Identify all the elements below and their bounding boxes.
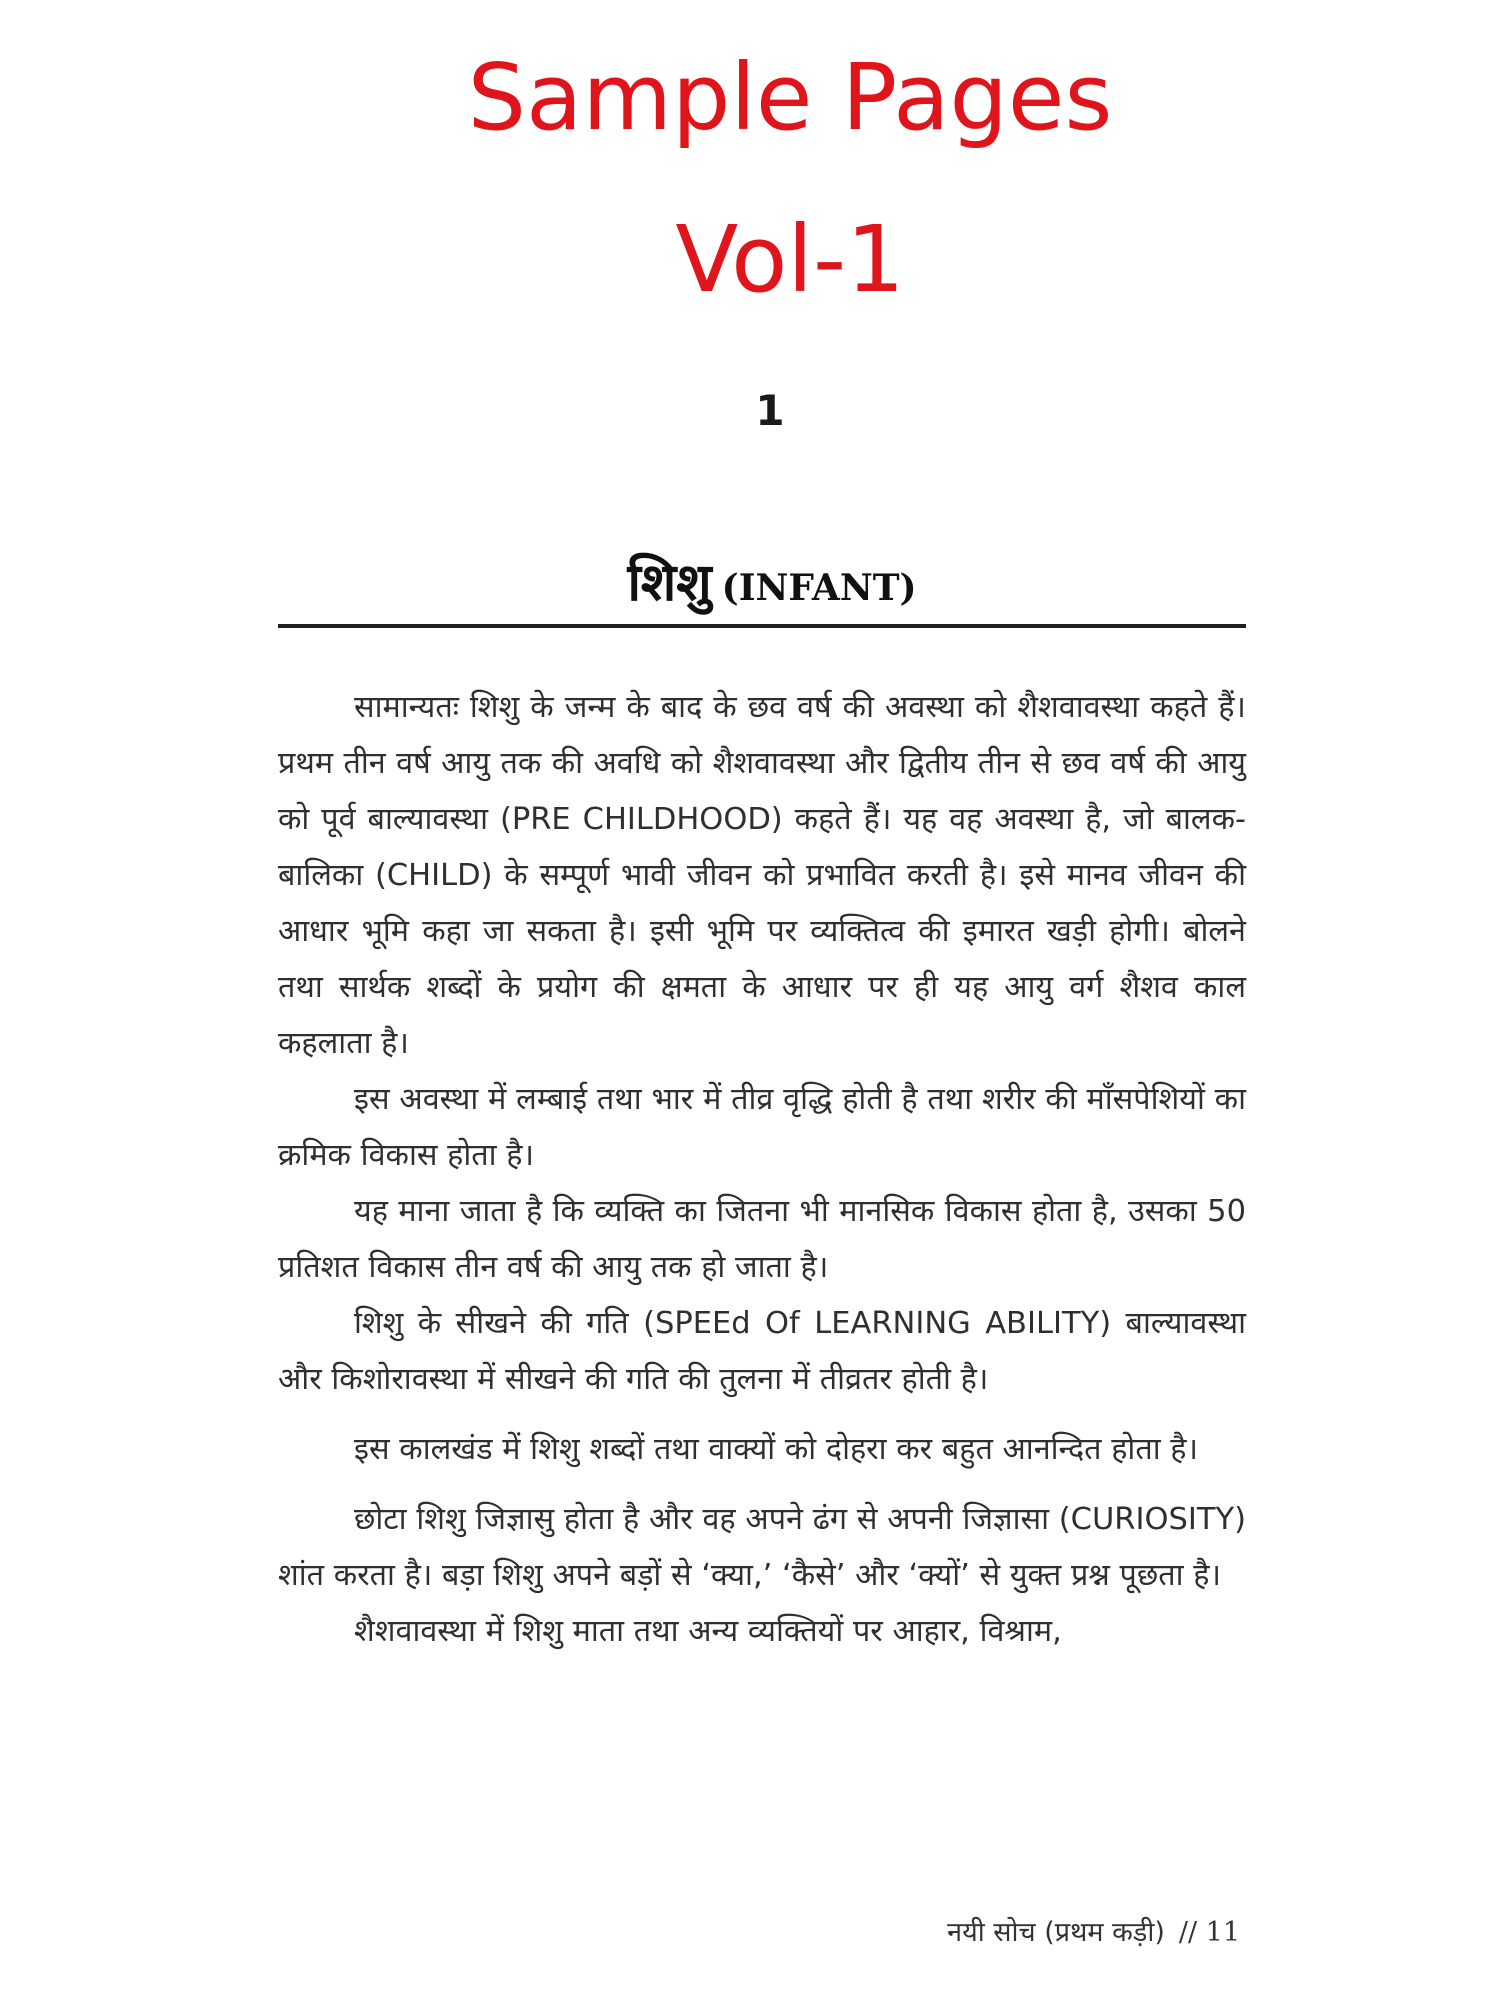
footer-book-title: नयी सोच (प्रथम कड़ी) (947, 1917, 1165, 1948)
heading-divider (278, 624, 1246, 628)
paragraph-1: सामान्यतः शिशु के जन्म के बाद के छव वर्ष की अवस्था को शैशवावस्था कहते हैं। प्रथम तीन वर्ष आयु तक की अवधि को शैशवावस्था और द्वितीय तीन से छव वर्ष की आयु को पूर्व बाल्यावस्था (PRE CHILDHOOD) कहते हैं। यह वह अवस्था है, जो बालक-बालिका (CHILD) के सम्पूर्ण भावी जीवन को प्रभावित करती है। इसे मानव जीवन की आधार भूमि कहा जा सकता है। इसी भूमि पर व्यक्तित्व की इमारत खड़ी होगी। बोलने तथा सार्थक शब्दों के प्रयोग की क्षमता के आधार पर ही यह आयु वर्ग शैशव काल कहलाता है। (278, 690, 1246, 1061)
paragraph-7: शैशवावस्था में शिशु माता तथा अन्य व्यक्तियों पर आहार, विश्राम, (354, 1614, 1062, 1649)
footer-page-number: // 11 (1178, 1917, 1240, 1948)
paragraph-3: यह माना जाता है कि व्यक्ति का जितना भी मानसिक विकास होता है, उसका 50 प्रतिशत विकास तीन वर्ष की आयु तक हो जाता है। (278, 1194, 1246, 1285)
banner-volume: Vol-1 (675, 206, 905, 313)
paragraph-6: छोटा शिशु जिज्ञासु होता है और वह अपने ढंग से अपनी जिज्ञासा (CURIOSITY) शांत करता है। बड़ा शिशु अपने बड़ों से ‘क्या,’ ‘कैसे’ और ‘क्यों’ से युक्त प्रश्न पूछता है। (278, 1502, 1246, 1593)
paragraph-4: शिशु के सीखने की गति (SPEEd Of LEARNING ABILITY) बाल्यावस्था और किशोरावस्था में सीखने की गति की तुलना में तीव्रतर होती है। (278, 1306, 1246, 1397)
chapter-number: 1 (755, 386, 785, 435)
paragraph-2: इस अवस्था में लम्बाई तथा भार में तीव्र वृद्धि होती है तथा शरीर की माँसपेशियों का क्रमिक विकास होता है। (278, 1082, 1246, 1173)
paragraph-5: इस कालखंड में शिशु शब्दों तथा वाक्यों को दोहरा कर बहुत आनन्दित होता है। (354, 1432, 1199, 1467)
banner-title: Sample Pages (467, 44, 1113, 151)
chapter-body (278, 680, 1246, 1660)
chapter-heading-hindi: शिशु (627, 553, 712, 613)
chapter-heading-english: (INFANT) (721, 567, 917, 609)
chapter-heading (0, 545, 1500, 616)
page-footer (800, 1912, 1240, 1949)
